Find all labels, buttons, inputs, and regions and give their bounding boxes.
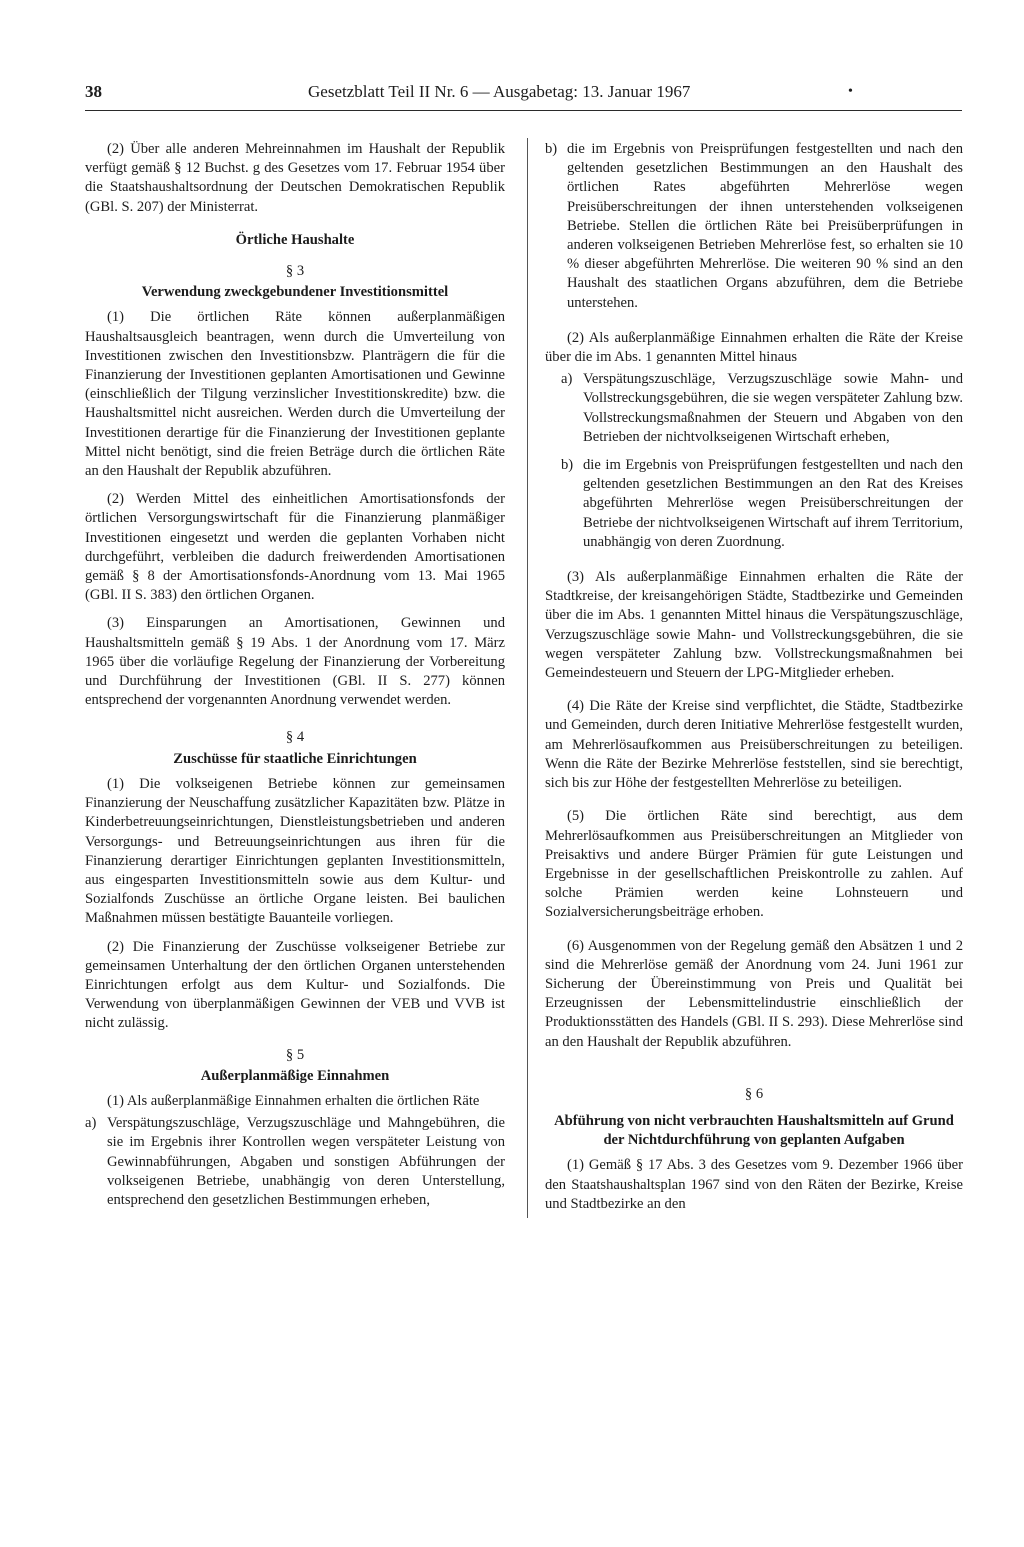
list-item-text: Verspätungszuschläge, Verzugszuschläge sowie Mahn- und Vollstreckungsgebühren, die sie wegen verspäteter Zahlung bzw. Vollstreckungsmaßnahmen der Steuern und Abgaben von den Betrieben der nichtvolkseigenen Wirtschaft erheben, [583,371,963,445]
paragraph: (1) Als außerplanmäßige Einnahmen erhalten die örtlichen Räte [107,1092,480,1109]
section-number: § 6 [744,1085,764,1102]
left-column [85,140,505,1219]
paragraph: (1) Gemäß § 17 Abs. 3 des Gesetzes vom 9. Dezember 1966 über den Staatshaushaltsplan 1967 sind von den Räten der Bezirke, Kreise und Stadtbezirke an den [545,1157,963,1212]
paragraph: (5) Die örtlichen Räte sind berechtigt, aus dem Mehrerlösaufkommen aus Preisüberschreitungen an Mitglieder von Preisaktivs und andere Bürger Prämien für gute Leistungen und Ergebnisse in der gesellschaftlichen Preiskontrolle zu zahlen. Auf solche Prämien werden keine Lohnsteuern und Sozialversicherungsbeiträge erhoben. [545,808,963,921]
list-item-text: Verspätungszuschläge, Verzugszuschläge und Mahngebühren, die sie im Ergebnis ihrer Kontrollen wegen verspäteter Leistung von Gewinnabführungen, Abgaben und sonstigen Abführungen der volkseigenen Betriebe, unabhängig von deren Unterstellung, entsprechend den gesetzlichen Bestimmungen erheben, [107,1115,505,1208]
list-item [85,1114,505,1210]
section-number: § 5 [285,1046,305,1063]
section-number: § 3 [285,263,305,280]
section-title: Zuschüsse für staatliche Einrichtungen [173,750,417,767]
list-item-text: die im Ergebnis von Preisprüfungen festgestellten und nach den geltenden gesetzlichen Bestimmungen an den Rat des Kreises abgeführten Mehrerlöse wegen Preisüberschreitungen der Betriebe der nichtvolkseigenen Wirtschaft auf ihrem Territorium, unabhängig von deren Zuordnung. [583,457,963,550]
section-number: § 4 [285,729,305,746]
paragraph: (1) Die örtlichen Räte können außerplanmäßigen Haushaltsausgleich beantragen, wenn durch die Umverteilung von Investitionen zwischen den Investitionsbzw. Planträgern die für die Finanzierung der Investitionen geplanten Amortisationen und Gewinne (einschließlich der Tilgung verzinslicher Investitionskredite) bzw. die Haushaltsmittel nicht ausreichen. Werden durch die Umverteilung der Investitionen derartige für die Finanzierung der Investitionen geplante Mittel nicht benötigt, sind die freien Beträge durch die örtlichen Räte an den Haushalt der Republik abzuführen. [85,309,505,480]
paragraph: (6) Ausgenommen von der Regelung gemäß den Absätzen 1 und 2 sind die Mehrerlöse gemäß der Anordnung vom 24. Juni 1961 zur Sicherung der Übereinstimmung von Preis und Qualität bei Erzeugnissen der Lebensmittelindustrie einschließlich der Produktionsstätten des Handels (GBl. II S. 293). Diese Mehrerlöse sind an den Haushalt der Republik abzuführen. [545,937,963,1050]
list-marker: a) [561,371,573,388]
column-divider [527,138,528,1218]
list-item [545,140,963,313]
list-marker: b) [545,141,558,157]
list-item [545,370,963,447]
paragraph: (2) Werden Mittel des einheitlichen Amortisationsfonds der örtlichen Versorgungswirtschaft für die Finanzierung planmäßiger Investitionen eingesetzt und werden die geplanten Vorhaben nicht durchgeführt, verbleiben die dadurch freiwerdenden Amortisationen gemäß § 8 der Amortisationsfonds-Anordnung vom 13. Mai 1965 (GBl. II S. 383) den örtlichen Organen. [85,491,505,604]
list-marker: a) [85,1115,97,1132]
paragraph: (2) Als außerplanmäßige Einnahmen erhalten die Räte der Kreise über die im Abs. 1 genannten Mittel hinaus [545,329,963,366]
page-number: 38 [85,82,102,101]
section-group-heading: Örtliche Haushalte [235,231,355,248]
list-marker: b) [561,457,574,474]
paragraph: (2) Die Finanzierung der Zuschüsse volkseigener Betriebe zur gemeinsamen Unterhaltung der den örtlichen Organen unterstehenden Einrichtungen erfolgt aus dem Kultur- und Sozialfonds. Die Verwendung von überplanmäßigen Gewinnen der VEB und VVB ist nicht zulässig. [85,938,505,1032]
header-rule [85,110,962,111]
section-title: Verwendung zweckgebundener Investitionsmittel [141,284,449,301]
paragraph: (2) Über alle anderen Mehreinnahmen im Haushalt der Republik verfügt gemäß § 12 Buchst. g des Gesetzes vom 17. Februar 1954 über die Staatshaushaltsordnung der Deutschen Demokratischen Republik (GBl. S. 207) der Ministerrat. [85,141,505,215]
section-title: Abführung von nicht verbrauchten Haushaltsmitteln auf Grund der Nichtdurchführung von geplanten Aufgaben [554,1112,954,1149]
right-column [545,140,963,1223]
list-item [545,456,963,552]
running-head: Gesetzblatt Teil II Nr. 6 — Ausgabetag: 13. Januar 1967 [308,82,691,101]
list-item-text: die im Ergebnis von Preisprüfungen festgestellten und nach den geltenden gesetzlichen Bestimmungen an den Haushalt des örtlichen Rates abgeführten Mehrerlöse wegen Preisüberschreitungen der ihnen unterstehenden volkseigenen Betriebe. Stellen die örtlichen Räte bei Preisüberprüfungen in anderen volkseigenen Betrieben Mehrerlöse fest, so erhalten sie 10 % dieser abgeführten Mehrerlöse. Die weiteren 90 % sind an den Haushalt des staatlichen Organs abzuführen, dem die Betriebe unterstehen. [567,141,963,311]
paragraph: (1) Die volkseigenen Betriebe können zur gemeinsamen Finanzierung der Neuschaffung zusätzlicher Kapazitäten bzw. Plätze in Kinderbetreuungseinrichtungen, Dienstleistungsbetrieben und anderen Versorgungs- und Betreuungseinrichtungen aus ihren für die Finanzierung derartiger Einrichtungen geplanten Investitionsmitteln, aus eingesparten Investitionsmitteln sowie aus dem Kultur- und Sozialfonds Zuschüsse an örtliche Organe leisten. Bei baulichen Maßnahmen müssen bestätigte Bauanteile vorliegen. [85,775,505,927]
header-mark: • [848,84,853,99]
paragraph: (3) Als außerplanmäßige Einnahmen erhalten die Räte der Stadtkreise, der kreisangehörigen Städte, Stadtbezirke und Gemeinden über die im Abs. 1 genannten Mittel hinaus die Verspätungszuschläge, Verzugszuschläge sowie Mahn- und Vollstreckungsgebühren, die sie wegen verspäteter Zahlung bzw. Vollstreckungsmaßnahmen bei Gemeindesteuern und Steuern der LPG-Mitglieder erheben. [545,569,963,682]
paragraph: (4) Die Räte der Kreise sind verpflichtet, die Städte, Stadtbezirke und Gemeinden, durch deren Initiative Mehrerlöse festgestellt wurden, am Mehrerlösaufkommen aus Preisüberschreitungen zu beteiligen. Wenn die Räte der Bezirke Mehrerlöse feststellen, sind sie berechtigt, sich bis zur Höhe der festgestellten Mehrerlöse zu beteiligen. [545,698,963,792]
section-title: Außerplanmäßige Einnahmen [200,1067,390,1084]
paragraph: (3) Einsparungen an Amortisationen, Gewinnen und Haushaltsmitteln gemäß § 19 Abs. 1 der Anordnung vom 17. März 1965 über die vorläufige Regelung der Finanzierung der Vorbereitung und Durchführung der Investitionen (GBl. II S. 277) können entsprechend der vorgenannten Anordnung verwendet werden. [85,615,505,709]
